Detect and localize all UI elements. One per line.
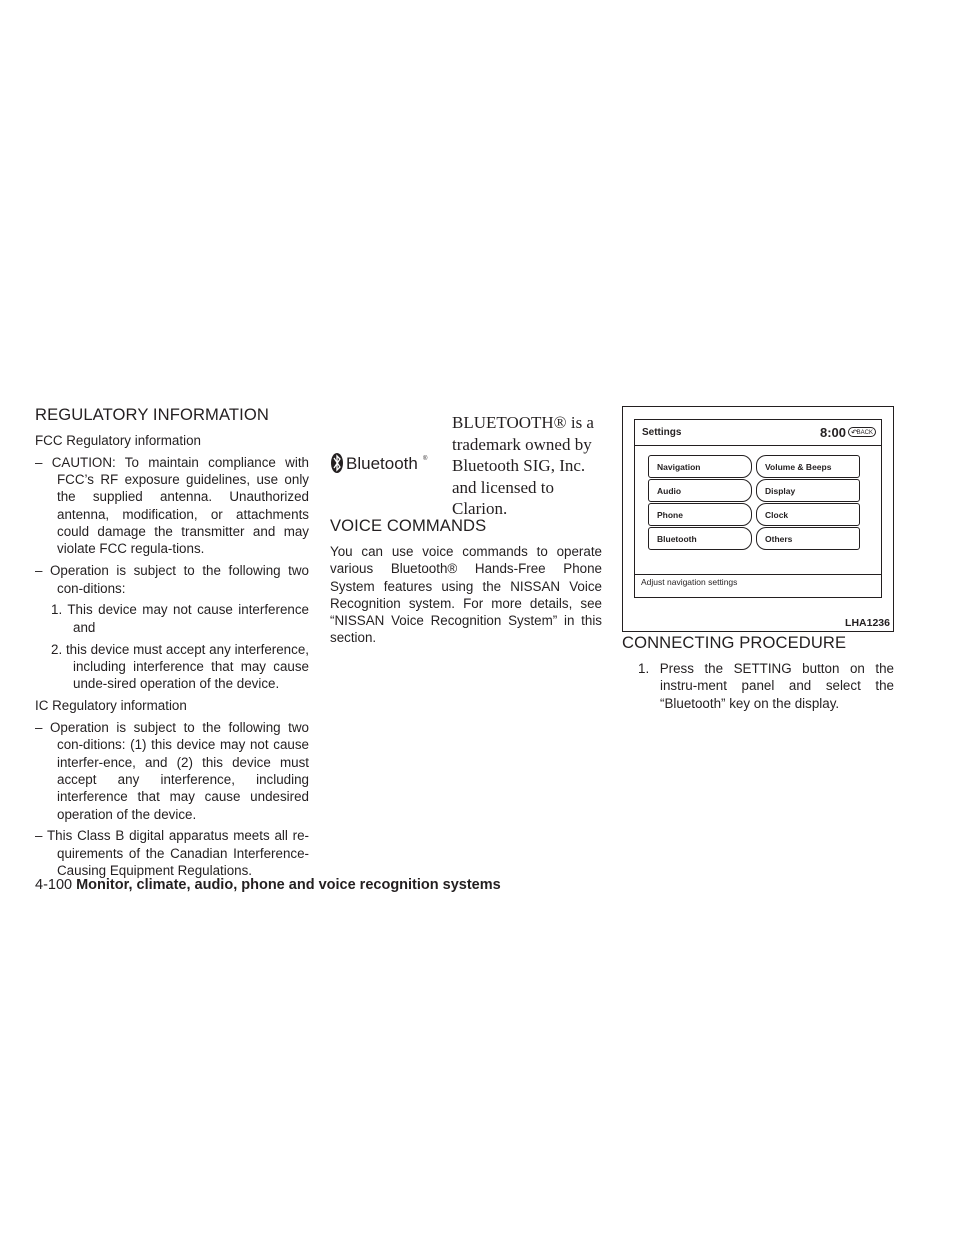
screen-clock: 8:00 bbox=[820, 425, 847, 440]
menu-audio[interactable]: Audio bbox=[648, 479, 752, 502]
regulatory-heading: REGULATORY INFORMATION bbox=[35, 405, 269, 424]
bluetooth-rune-icon bbox=[330, 452, 430, 474]
fcc-title: FCC Regulatory information bbox=[35, 433, 201, 448]
bluetooth-logo-text: Bluetooth bbox=[346, 454, 418, 473]
voice-body: You can use voice commands to operate various Bluetooth® Hands-Free Phone System features using the NISSAN Voice Recognition system. For more details, see “NISSAN Voice Recognition System” in this section. bbox=[330, 544, 602, 646]
back-button[interactable] bbox=[848, 427, 876, 437]
menu-display[interactable]: Display bbox=[756, 479, 860, 502]
menu-phone[interactable]: Phone bbox=[648, 503, 752, 526]
ic-operation: – Operation is subject to the following two con-ditions: (1) this device may not cause interfer-ence, and (2) this device must accept any interference, including interference that may cause undesired operation of the device. bbox=[35, 720, 309, 822]
status-divider bbox=[635, 574, 881, 575]
svg-text:®: ® bbox=[423, 456, 428, 462]
settings-menu-left bbox=[648, 455, 752, 551]
bluetooth-logo bbox=[330, 452, 430, 479]
screen-divider bbox=[635, 445, 881, 446]
fcc-condition-2: 2. this device must accept any interference, including interference that may cause unde-sired operation of the device. bbox=[51, 641, 309, 692]
settings-screen bbox=[634, 419, 882, 598]
figure-label: LHA1236 bbox=[845, 617, 890, 629]
menu-others[interactable]: Others bbox=[756, 527, 860, 550]
page-number: 4-100 bbox=[35, 877, 73, 893]
bluetooth-trademark: BLUETOOTH® is a trademark owned by Bluetooth SIG, Inc. and licensed to Clarion. bbox=[452, 413, 594, 518]
connecting-section bbox=[622, 633, 894, 716]
section-title: Monitor, climate, audio, phone and voice recognition systems bbox=[76, 877, 501, 893]
page-footer bbox=[35, 877, 501, 893]
menu-navigation[interactable]: Navigation bbox=[648, 455, 752, 478]
status-text: Adjust navigation settings bbox=[641, 577, 738, 587]
regulatory-section bbox=[35, 405, 309, 884]
menu-bluetooth[interactable]: Bluetooth bbox=[648, 527, 752, 550]
fcc-operation: – Operation is subject to the following two con-ditions: bbox=[35, 563, 309, 596]
screen-title: Settings bbox=[642, 427, 682, 438]
ic-class-b: – This Class B digital apparatus meets all re-quirements of the Canadian Interference-Causing Equipment Regulations. bbox=[35, 828, 309, 878]
voice-heading: VOICE COMMANDS bbox=[330, 516, 487, 535]
voice-commands-section bbox=[330, 516, 602, 651]
ic-title: IC Regulatory information bbox=[35, 698, 187, 714]
back-arrow-icon: ↶ bbox=[851, 428, 858, 437]
fcc-caution: – CAUTION: To maintain compliance with FCC’s RF exposure guidelines, use only the supplied antenna. Unauthorized antenna, modification, or attachments could damage the transmitter and may violate FCC regula-tions. bbox=[35, 454, 309, 557]
connecting-heading: CONNECTING PROCEDURE bbox=[622, 633, 847, 652]
connecting-step-1: 1. Press the SETTING button on the instru-ment panel and select the “Bluetooth” key on the display. bbox=[638, 661, 894, 711]
fcc-condition-1: 1. This device may not cause interference and bbox=[51, 602, 309, 635]
settings-menu-right bbox=[756, 455, 860, 551]
menu-volume-beeps[interactable]: Volume & Beeps bbox=[756, 455, 860, 478]
settings-screen-figure bbox=[622, 406, 894, 632]
back-label: BACK bbox=[856, 430, 873, 436]
menu-clock[interactable]: Clock bbox=[756, 503, 860, 526]
